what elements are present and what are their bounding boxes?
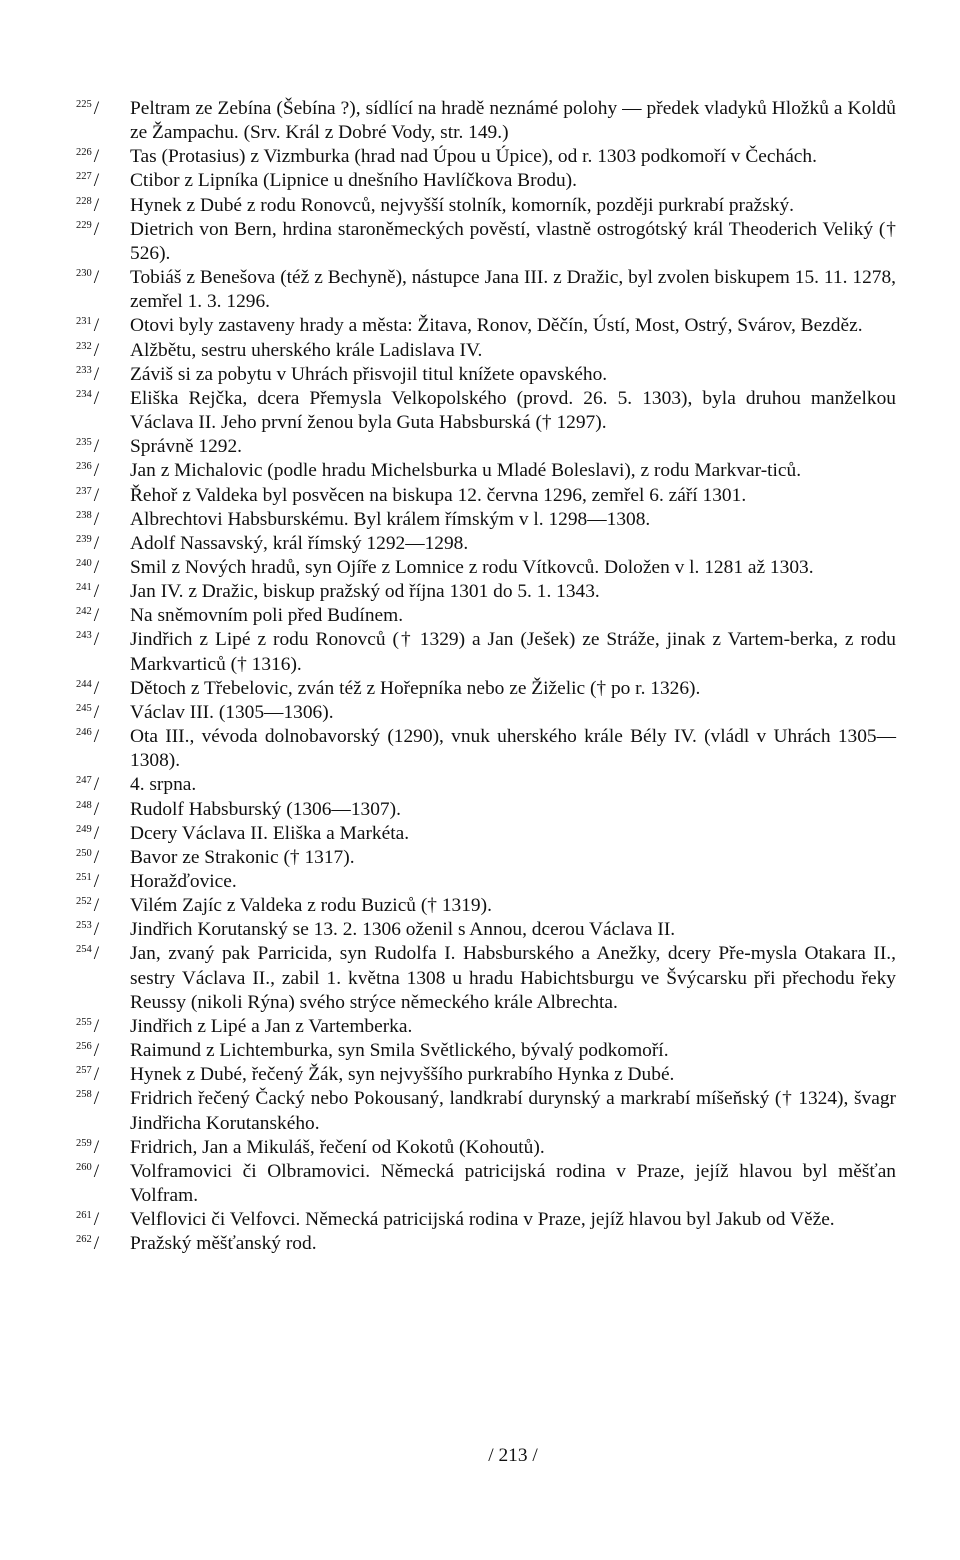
endnote-item xyxy=(76,1039,896,1063)
endnote-text: Peltram ze Zebína (Šebína ?), sídlící na hradě neznámé polohy — předek vladyků Hložků a Koldů ze Žampachu. (Srv. Král z Dobré Vody, str. 149.) xyxy=(130,98,896,144)
endnote-text: Záviš si za pobytu v Uhrách přisvojil titul knížete opavského. xyxy=(130,363,608,385)
endnote-item xyxy=(76,194,896,218)
endnote-item xyxy=(76,266,896,314)
endnote-item xyxy=(76,556,896,580)
endnote-text: Jan z Michalovic (podle hradu Michelsburka u Mladé Boleslavi), z rodu Markvar-ticů. xyxy=(130,460,802,482)
endnote-number: $^{227}$ / xyxy=(76,170,100,192)
endnote-number: $^{247}$ / xyxy=(76,774,100,796)
endnote-text: Jindřich Korutanský se 13. 2. 1306 oženil s Annou, dcerou Václava II. xyxy=(130,919,676,941)
endnote-number: $^{250}$ / xyxy=(76,846,100,868)
endnote-number: $^{254}$ / xyxy=(76,943,100,965)
endnote-number: $^{234}$ / xyxy=(76,387,100,409)
endnote-item xyxy=(76,798,896,822)
endnote-item xyxy=(76,459,896,483)
endnote-number: $^{255}$ / xyxy=(76,1015,100,1037)
endnote-item xyxy=(76,918,896,942)
endnote-item xyxy=(76,725,896,773)
endnote-item xyxy=(76,484,896,508)
endnote-number: $^{249}$ / xyxy=(76,822,100,844)
endnote-item xyxy=(76,894,896,918)
endnote-item xyxy=(76,363,896,387)
endnote-item xyxy=(76,604,896,628)
endnote-item xyxy=(76,169,896,193)
endnote-item xyxy=(76,1136,896,1160)
endnote-item xyxy=(76,773,896,797)
endnote-item xyxy=(76,435,896,459)
endnote-item xyxy=(76,1160,896,1208)
endnote-text: 4. srpna. xyxy=(130,774,197,796)
endnote-number: $^{262}$ / xyxy=(76,1233,100,1255)
endnote-item xyxy=(76,387,896,435)
endnote-text: Horažďovice. xyxy=(130,871,237,892)
endnote-text: Hynek z Dubé z rodu Ronovců, nejvyšší stolník, komorník, později purkrabí pražský. xyxy=(130,194,795,216)
endnote-item xyxy=(76,701,896,725)
endnote-text: Na sněmovním poli před Budínem. xyxy=(130,605,404,627)
endnote-text: Hynek z Dubé, řečený Žák, syn nejvyššího purkrabího Hynka z Dubé. xyxy=(130,1064,675,1086)
endnote-item xyxy=(76,508,896,532)
endnote-text: Otovi byly zastaveny hrady a města: Žitava, Ronov, Děčín, Ústí, Most, Ostrý, Svárov, Bezděz. xyxy=(130,315,863,337)
endnote-text: Velflovici či Velfovci. Německá patricijská rodina v Praze, jejíž hlavou byl Jakub od Věže. xyxy=(130,1209,835,1231)
endnote-item xyxy=(76,628,896,676)
endnote-number: $^{230}$ / xyxy=(76,267,100,289)
endnote-number: $^{245}$ / xyxy=(76,701,100,723)
endnote-item xyxy=(76,1063,896,1087)
endnote-number: $^{226}$ / xyxy=(76,146,100,168)
endnote-text: Jan, zvaný pak Parricida, syn Rudolfa I. Habsburského a Anežky, dcery Pře-mysla Otakara II., sestry Václava II., zabil 1. května 1308 u hradu Habichtsburgu ve Švýcarsku při přechodu řeky Reussy (nikoli Rýna) svého strýce německého krále Albrechta. xyxy=(130,943,896,1013)
endnote-text: Volframovici či Olbramovici. Německá patricijská rodina v Praze, jejíž hlavou byl měšťan Volfram. xyxy=(130,1160,896,1207)
endnote-number: $^{235}$ / xyxy=(76,436,100,458)
endnote-text: Vilém Zajíc z Valdeka z rodu Buziců († 1319). xyxy=(130,895,492,917)
endnote-item xyxy=(76,846,896,870)
endnote-number: $^{259}$ / xyxy=(76,1136,100,1158)
endnote-number: $^{240}$ / xyxy=(76,556,100,578)
endnote-number: $^{246}$ / xyxy=(76,726,100,748)
endnote-number: $^{241}$ / xyxy=(76,581,100,603)
endnote-item xyxy=(76,1015,896,1039)
endnote-number: $^{231}$ / xyxy=(76,315,100,337)
endnote-text: Bavor ze Strakonic († 1317). xyxy=(130,846,355,868)
endnote-text: Pražský měšťanský rod. xyxy=(130,1233,317,1255)
endnote-number: $^{233}$ / xyxy=(76,363,100,385)
endnote-item xyxy=(76,1232,896,1256)
endnote-item xyxy=(76,314,896,338)
endnote-number: $^{258}$ / xyxy=(76,1088,100,1110)
endnote-item xyxy=(76,677,896,701)
endnote-text: Václav III. (1305—1306). xyxy=(130,701,334,723)
endnote-number: $^{238}$ / xyxy=(76,508,100,530)
endnote-text: Fridrich, Jan a Mikuláš, řečení od Kokotů (Kohoutů). xyxy=(130,1136,545,1158)
endnote-item xyxy=(76,218,896,266)
endnote-number: $^{248}$ / xyxy=(76,798,100,820)
endnote-number: $^{228}$ / xyxy=(76,194,100,216)
endnote-text: Ctibor z Lipníka (Lipnice u dnešního Havlíčkova Brodu). xyxy=(130,170,577,192)
endnote-text: Správně 1292. xyxy=(130,436,243,458)
endnote-text: Ota III., vévoda dolnobavorský (1290), vnuk uherského krále Bély IV. (vládl v Uhrách 1305—1308). xyxy=(130,726,896,772)
endnote-text: Řehoř z Valdeka byl posvěcen na biskupa 12. června 1296, zemřel 6. září 1301. xyxy=(130,484,747,506)
endnote-item xyxy=(76,942,896,1014)
endnote-text: Albrechtovi Habsburskému. Byl králem římským v l. 1298—1308. xyxy=(130,508,651,530)
endnote-number: $^{242}$ / xyxy=(76,605,100,627)
endnote-text: Raimund z Lichtemburka, syn Smila Světlického, bývalý podkomoří. xyxy=(130,1040,669,1062)
endnote-item xyxy=(76,580,896,604)
endnote-text: Eliška Rejčka, dcera Přemysla Velkopolského (provd. 26. 5. 1303), byla druhou manželkou Václava II. Jeho první ženou byla Guta Habsburská († 1297). xyxy=(130,387,896,434)
endnote-text: Tobiáš z Benešova (též z Bechyně), nástupce Jana III. z Dražic, byl zvolen biskupem 15. 11. 1278, zemřel 1. 3. 1296. xyxy=(130,267,896,313)
endnote-text: Fridrich řečený Čacký nebo Pokousaný, landkrabí durynský a markrabí míšeňský († 1324), švagr Jindřicha Korutanského. xyxy=(130,1088,896,1134)
endnotes-list xyxy=(76,97,896,1257)
endnote-text: Rudolf Habsburský (1306—1307). xyxy=(130,798,401,820)
endnote-item xyxy=(76,1208,896,1232)
endnote-number: $^{243}$ / xyxy=(76,629,100,651)
endnote-item xyxy=(76,97,896,145)
endnote-number: $^{244}$ / xyxy=(76,677,100,699)
endnote-item xyxy=(76,145,896,169)
endnote-number: $^{257}$ / xyxy=(76,1064,100,1086)
endnote-item xyxy=(76,870,896,894)
endnote-number: $^{251}$ / xyxy=(76,871,100,892)
endnote-number: $^{225}$ / xyxy=(76,98,100,119)
endnote-item xyxy=(76,532,896,556)
page-number: / 213 / xyxy=(488,1445,538,1466)
endnote-item xyxy=(76,339,896,363)
endnote-number: $^{237}$ / xyxy=(76,484,100,506)
endnote-number: $^{236}$ / xyxy=(76,460,100,482)
endnote-number: $^{232}$ / xyxy=(76,339,100,361)
endnote-text: Dietrich von Bern, hrdina staroněmeckých pověstí, vlastně ostrogótský král Theoderich Veliký († 526). xyxy=(130,218,896,264)
endnote-text: Jindřich z Lipé a Jan z Vartemberka. xyxy=(130,1015,413,1037)
endnote-text: Smil z Nových hradů, syn Ojíře z Lomnice z rodu Vítkovců. Doložen v l. 1281 až 1303. xyxy=(130,556,814,578)
endnote-item xyxy=(76,822,896,846)
endnote-number: $^{239}$ / xyxy=(76,532,100,554)
endnote-text: Adolf Nassavský, král římský 1292—1298. xyxy=(130,532,469,554)
endnote-text: Dětoch z Třebelovic, zván též z Hořepníka nebo ze Žiželic († po r. 1326). xyxy=(130,677,701,699)
endnote-number: $^{260}$ / xyxy=(76,1160,100,1182)
endnote-number: $^{253}$ / xyxy=(76,919,100,941)
endnote-text: Alžbětu, sestru uherského krále Ladislava IV. xyxy=(130,339,483,361)
endnote-number: $^{229}$ / xyxy=(76,218,100,240)
endnote-number: $^{256}$ / xyxy=(76,1040,100,1062)
endnote-text: Dcery Václava II. Eliška a Markéta. xyxy=(130,822,410,844)
endnote-number: $^{252}$ / xyxy=(76,895,100,917)
endnote-text: Jindřich z Lipé z rodu Ronovců († 1329) a Jan (Ješek) ze Stráže, jinak z Vartem-berka, z rodu Markvarticů († 1316). xyxy=(130,629,896,675)
endnote-item xyxy=(76,1087,896,1135)
endnote-text: Jan IV. z Dražic, biskup pražský od října 1301 do 5. 1. 1343. xyxy=(130,581,600,603)
endnote-text: Tas (Protasius) z Vizmburka (hrad nad Úpou u Úpice), od r. 1303 podkomoří v Čechách. xyxy=(130,146,817,168)
endnote-number: $^{261}$ / xyxy=(76,1209,100,1231)
